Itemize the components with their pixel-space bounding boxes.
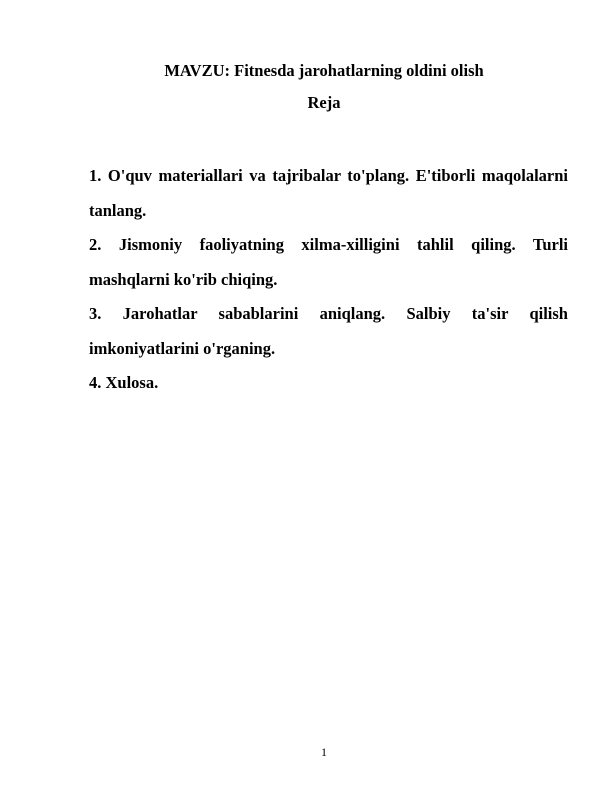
plan-item-3: 3. Jarohatlar sabablarini aniqlang. Salbiy ta'sir qilish imkoniyatlarini o'rganing.	[89, 304, 568, 358]
plan-item-4: 4. Xulosa.	[89, 373, 159, 392]
plan-item-2: 2. Jismoniy faoliyatning xilma-xilligini tahlil qiling. Turli mashqlarni ko'rib chiqing.	[89, 235, 568, 289]
plan-list	[89, 159, 568, 401]
document-title: MAVZU: Fitnesda jarohatlarning oldini olish	[164, 61, 484, 80]
plan-item-1: 1. O'quv materiallari va tajribalar to'plang. E'tiborli maqolalarni tanlang.	[89, 166, 568, 220]
page-number: 1	[321, 745, 327, 759]
plan-heading: Reja	[307, 93, 341, 112]
